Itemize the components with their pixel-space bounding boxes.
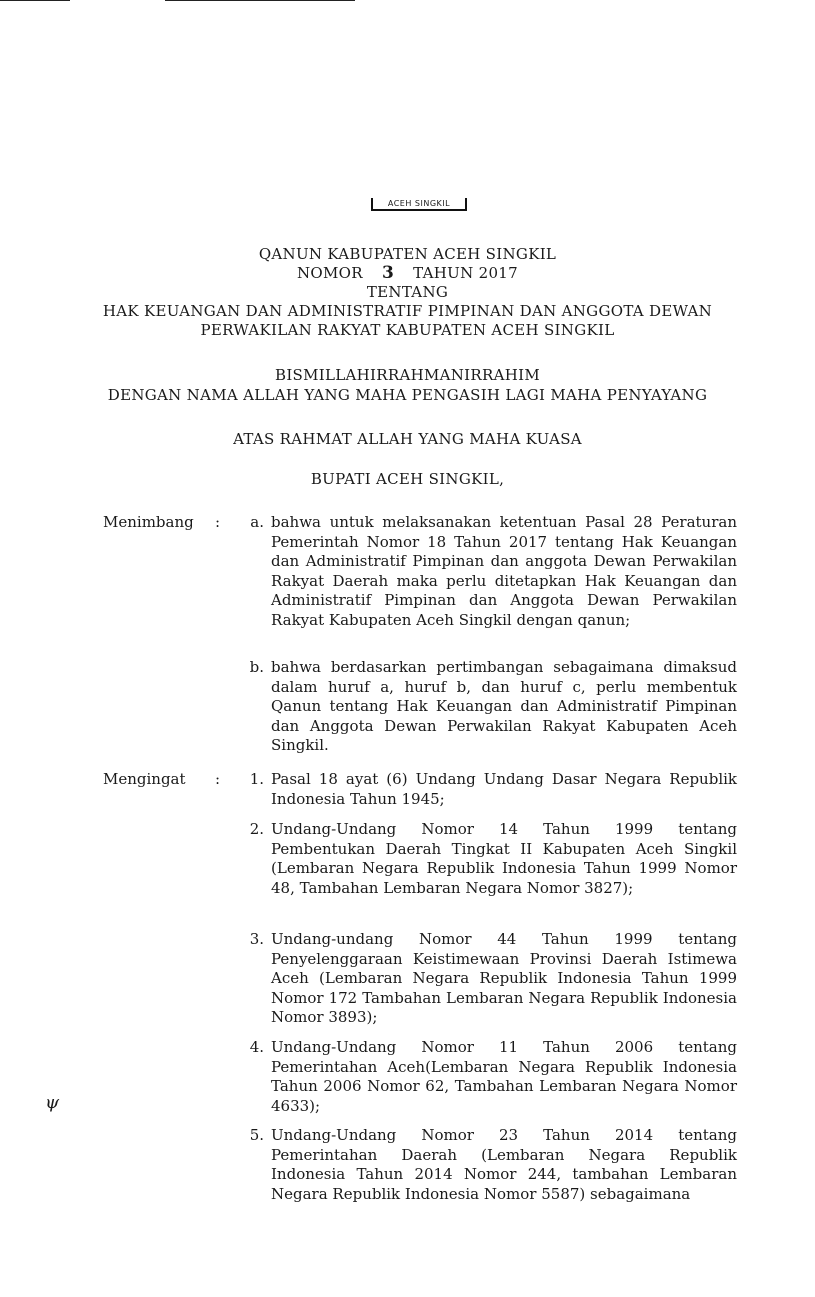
mengingat-item-5-marker: 5. (249, 1126, 264, 1144)
mengingat-colon: : (215, 770, 221, 788)
handwritten-margin-mark: ψ (45, 1092, 60, 1113)
menimbang-label: Menimbang (103, 513, 194, 531)
bupati-title: BUPATI ACEH SINGKIL, (310, 470, 505, 488)
mengingat-item-1-marker: 1. (249, 770, 264, 788)
mengingat-item-1-text: Pasal 18 ayat (6) Undang Undang Dasar Negara Republik Indonesia Tahun 1945; (271, 770, 737, 808)
region-stamp: ACEH SINGKIL (371, 198, 467, 211)
atas-rahmat: ATAS RAHMAT ALLAH YANG MAHA KUASA (233, 430, 582, 448)
mengingat-item-3-text: Undang-undang Nomor 44 Tahun 1999 tentang Penyelenggaraan Keistimewaan Provinsi Daerah Istimewa Aceh (Lembaran Negara Republik Indonesia Tahun 1999 Nomor 172 Tambahan Lembaran Negara Republik Indonesia Nomor 3893); (271, 930, 737, 1026)
nomor-value: 3 (381, 263, 395, 283)
nomor-prefix: NOMOR (297, 264, 363, 282)
mengingat-item-3-marker: 3. (249, 930, 264, 948)
menimbang-item-a-marker: a. (250, 513, 264, 531)
tentang-heading: TENTANG (366, 283, 449, 301)
document-title-line-2: PERWAKILAN RAKYAT KABUPATEN ACEH SINGKIL (200, 321, 615, 339)
mengingat-item-2-marker: 2. (249, 820, 264, 838)
mengingat-label: Mengingat (103, 770, 186, 788)
menimbang-item-b-text: bahwa berdasarkan pertimbangan sebagaimana dimaksud dalam huruf a, huruf b, dan huruf c, perlu membentuk Qanun tentang Hak Keuangan dan Administratif Pimpinan dan Anggota Dewan Perwakilan Rakyat Kabupaten Aceh Singkil. (271, 658, 737, 754)
top-rule-right (165, 0, 355, 1)
menimbang-item-a-text: bahwa untuk melaksanakan ketentuan Pasal 28 Peraturan Pemerintah Nomor 18 Tahun 2017 tentang Hak Keuangan dan Administratif Pimpinan dan anggota Dewan Perwakilan Rakyat Daerah maka perlu ditetapkan Hak Keuangan dan Administratif Pimpinan dan Anggota Dewan Perwakilan Rakyat Kabupaten Aceh Singkil dengan qanun; (271, 513, 737, 629)
bismillah: BISMILLAHIRRAHMANIRRAHIM (275, 366, 540, 384)
document-type: QANUN KABUPATEN ACEH SINGKIL (258, 245, 557, 263)
dengan-nama-allah: DENGAN NAMA ALLAH YANG MAHA PENGASIH LAGI MAHA PENYAYANG (107, 386, 708, 404)
menimbang-colon: : (215, 513, 221, 531)
document-title-line-1: HAK KEUANGAN DAN ADMINISTRATIF PIMPINAN DAN ANGGOTA DEWAN (102, 302, 713, 320)
document-number (0, 264, 815, 284)
top-rule-left (0, 0, 70, 1)
mengingat-item-4-text: Undang-Undang Nomor 11 Tahun 2006 tentang Pemerintahan Aceh(Lembaran Negara Republik Indonesia Tahun 2006 Nomor 62, Tambahan Lembaran Negara Nomor 4633); (271, 1038, 737, 1115)
mengingat-item-2-text: Undang-Undang Nomor 14 Tahun 1999 tentang Pembentukan Daerah Tingkat II Kabupaten Aceh Singkil (Lembaran Negara Republik Indonesia Tahun 1999 Nomor 48, Tambahan Lembaran Negara Nomor 3827); (271, 820, 737, 897)
menimbang-item-b-marker: b. (249, 658, 264, 676)
nomor-suffix: TAHUN 2017 (413, 264, 518, 282)
mengingat-item-5-text: Undang-Undang Nomor 23 Tahun 2014 tentang Pemerintahan Daerah (Lembaran Negara Republik Indonesia Tahun 2014 Nomor 244, tambahan Lembaran Negara Republik Indonesia Nomor 5587) sebagaimana (271, 1126, 737, 1203)
mengingat-item-4-marker: 4. (249, 1038, 264, 1056)
